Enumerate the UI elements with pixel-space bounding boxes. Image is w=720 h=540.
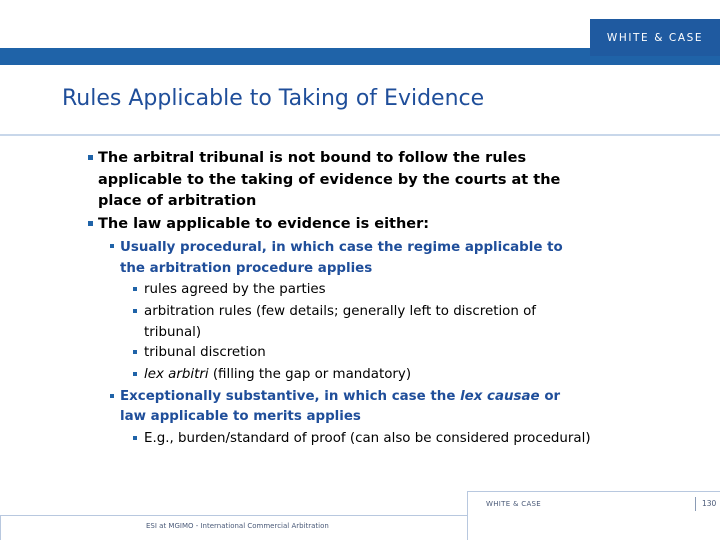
sub-sub-bullet-text: E.g., burden/standard of proof (can also be considered procedural) [144,431,591,446]
sub-sub-bullet-text [144,364,411,385]
sub-bullet-text-part: or [539,389,561,404]
slide-title: Rules Applicable to Taking of Evidence [62,86,485,111]
page-number-separator [695,497,696,511]
bullet-text: The arbitral tribunal is not bound to follow the rules [98,150,527,166]
footer-divider [0,515,1,540]
bullet-square-icon [88,221,93,226]
footer-brand: WHITE & CASE [486,500,541,508]
bullet-square-icon [133,287,137,291]
footer-divider [467,491,468,540]
sub-sub-bullet-text: arbitration rules (few details; generally left to discretion of [144,304,537,319]
sub-sub-bullet-text: rules agreed by the parties [144,282,326,297]
sub-sub-bullet-text: tribunal) [144,325,202,340]
bullet-square-icon [133,372,137,376]
bullet-square-icon [88,155,93,160]
bullet-text: applicable to the taking of evidence by the courts at the [98,172,561,188]
bullet-square-icon [110,394,114,398]
bullet-square-icon [133,309,137,313]
sub-bullet-text-part: Exceptionally substantive, in which case the [120,389,461,404]
sub-bullet-text: law applicable to merits applies [120,409,361,424]
footer-caption: ESI at MGIMO - International Commercial Arbitration [146,522,329,530]
page-number: 130 [702,499,717,508]
italic-term: lex causae [460,389,540,404]
footer-divider [467,491,720,492]
italic-term: lex arbitri [144,367,209,382]
sub-bullet-text [120,386,560,407]
bullet-text: place of arbitration [98,193,257,209]
sub-sub-bullet-text: tribunal discretion [144,345,266,360]
bullet-square-icon [133,350,137,354]
sub-bullet-text: Usually procedural, in which case the regime applicable to [120,240,563,255]
bullet-square-icon [133,436,137,440]
brand-logo: WHITE & CASE [590,19,720,56]
footer-divider [0,515,467,516]
sub-bullet-text: the arbitration procedure applies [120,261,373,276]
bullet-square-icon [110,244,114,248]
term-description: (filling the gap or mandatory) [208,367,412,382]
bullet-text: The law applicable to evidence is either: [98,216,430,232]
